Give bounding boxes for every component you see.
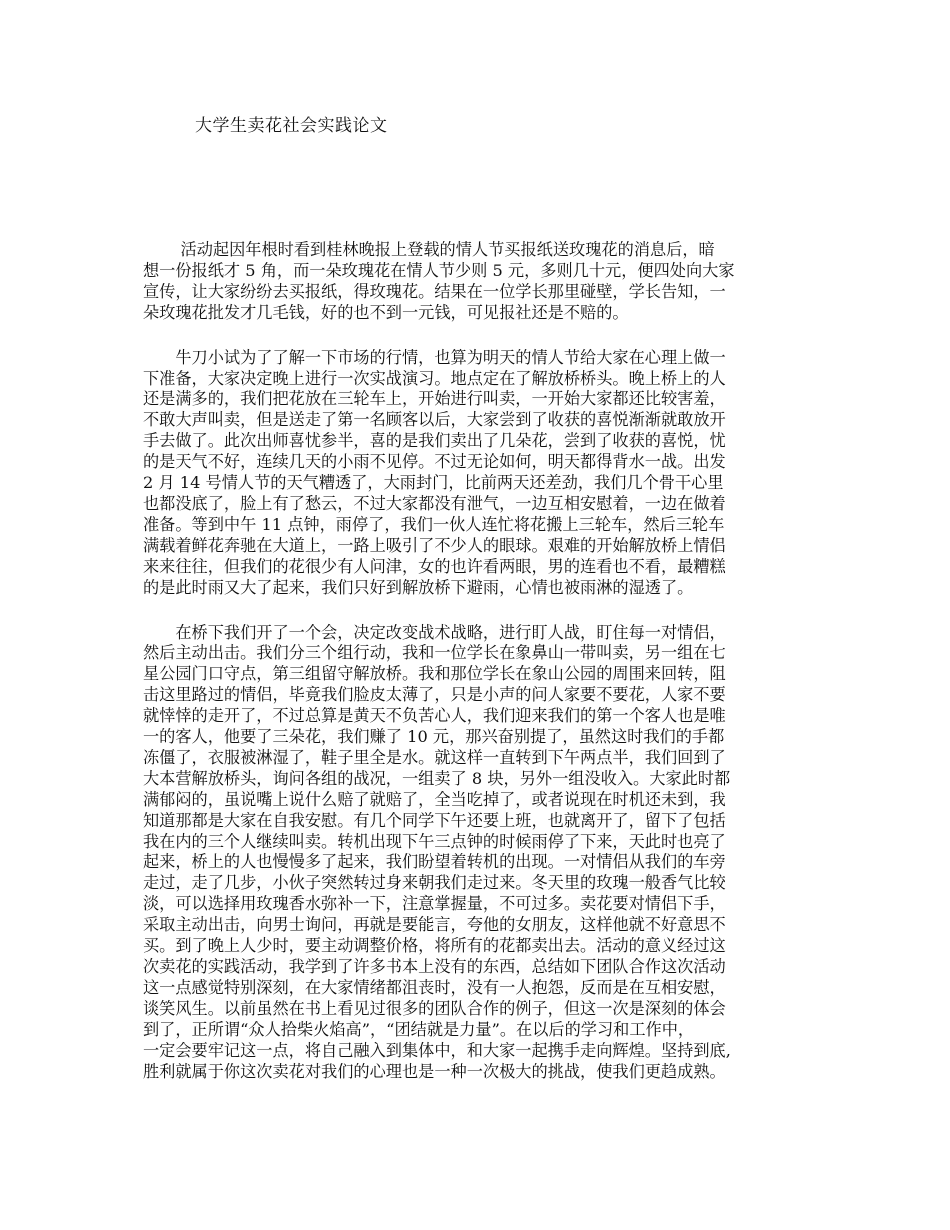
text-line: 采取主动出击，向男士询问，再就是要能言，夸他的女朋友，这样他就不好意思不 bbox=[143, 915, 726, 935]
text-line: 手去做了。此次出师喜忧参半，喜的是我们卖出了几朵花，尝到了收获的喜悦，忧 bbox=[143, 431, 726, 451]
text-line: 来来往往，但我们的花很少有人问津，女的也许看两眼，男的连看也不看，最糟糕 bbox=[143, 556, 726, 576]
text-line: 想一份报纸才 5 角，而一朵玫瑰花在情人节少则 5 元，多则几十元，便四处向大家 bbox=[143, 260, 735, 280]
text-line: 一定会要牢记这一点，将自己融入到集体中，和大家一起携手走向辉煌。坚持到底, bbox=[143, 1040, 731, 1060]
text-line: 满郁闷的，虽说嘴上说什么赔了就赔了，全当吃掉了，或者说现在时机还未到，我 bbox=[143, 789, 726, 809]
document-body bbox=[143, 240, 823, 1106]
text-line: 满载着鲜花奔驰在大道上，一路上吸引了不少人的眼球。艰难的开始解放桥上情侣 bbox=[143, 535, 726, 555]
text-line: 活动起因年根时看到桂林晚报上登载的情人节买报纸送玫瑰花的消息后，暗 bbox=[143, 240, 715, 259]
text-line: 谈笑风生。以前虽然在书上看见过很多的团队合作的例子，但这一次是深刻的体会 bbox=[143, 998, 726, 1018]
text-line: 朵玫瑰花批发才几毛钱，好的也不到一元钱，可见报社还是不赔的。 bbox=[143, 302, 629, 322]
text-line: 然后主动出击。我们分三个组行动，我和一位学长在象鼻山一带叫卖，另一组在七 bbox=[143, 643, 726, 663]
text-line: 买。到了晚上人少时，要主动调整价格，将所有的花都卖出去。活动的意义经过这 bbox=[143, 936, 726, 956]
text-line: 还是满多的，我们把花放在三轮车上，开始进行叫卖，一开始大家都还比较害羞， bbox=[143, 389, 726, 409]
text-line: 冻僵了，衣服被淋湿了，鞋子里全是水。就这样一直转到下午两点半，我们回到了 bbox=[143, 747, 726, 767]
text-line: 胜利就属于你这次卖花对我们的心理也是一种一次极大的挑战，使我们更趋成熟。 bbox=[143, 1061, 726, 1081]
text-line: 击这里路过的情侣，毕竟我们脸皮太薄了，只是小声的问人家要不要花，人家不要 bbox=[143, 685, 726, 705]
text-line: 星公园门口守点，第三组留守解放桥。我和那位学长在象山公园的周围来回转，阻 bbox=[143, 664, 726, 684]
text-line: 的是天气不好，连续几天的小雨不见停。不过无论如何，明天都得背水一战。出发 bbox=[143, 452, 726, 472]
paragraph bbox=[143, 623, 823, 1083]
text-line: 牛刀小试为了了解一下市场的行情，也算为明天的情人节给大家在心理上做一 bbox=[143, 347, 726, 367]
paragraph bbox=[143, 348, 823, 599]
text-line: 次卖花的实践活动，我学到了许多书本上没有的东西，总结如下团队合作这次活动 bbox=[143, 957, 726, 976]
text-line: 我在内的三个人继续叫卖。转机出现下午三点钟的时候雨停了下来，天此时也亮了 bbox=[143, 831, 726, 851]
text-line: 的是此时雨又大了起来，我们只好到解放桥下避雨，心情也被雨淋的湿透了。 bbox=[143, 577, 694, 597]
text-line: 下准备，大家决定晚上进行一次实战演习。地点定在了解放桥桥头。晚上桥上的人 bbox=[143, 368, 726, 388]
text-line: 淡，可以选择用玫瑰香水弥补一下，注意掌握量，不可过多。卖花要对情侣下手， bbox=[143, 894, 726, 914]
text-line: 走过，走了几步，小伙子突然转过身来朝我们走过来。冬天里的玫瑰一般香气比较 bbox=[143, 873, 726, 893]
text-line: 2 月 14 号情人节的天气糟透了，大雨封门，比前两天还差劲，我们几个骨干心里 bbox=[143, 473, 724, 493]
text-line: 知道那都是大家在自我安慰。有几个同学下午还要上班，也就离开了，留下了包括 bbox=[143, 810, 726, 830]
paragraph bbox=[143, 240, 823, 324]
text-line: 起来，桥上的人也慢慢多了起来，我们盼望着转机的出现。一对情侣从我们的车旁 bbox=[143, 852, 726, 872]
text-line: 一的客人，他要了三朵花，我们赚了 10 元，那兴奋别提了，虽然这时我们的手都 bbox=[143, 727, 725, 747]
text-line: 到了，正所谓“众人拾柴火焰高”，“团结就是力量”。在以后的学习和工作中， bbox=[143, 1019, 695, 1039]
text-line: 不敢大声叫卖，但是送走了第一名顾客以后，大家尝到了收获的喜悦渐渐就敢放开 bbox=[143, 410, 726, 430]
text-line: 这一点感觉特别深刻，在大家情绪都沮丧时，没有一人抱怨，反而是在互相安慰， bbox=[143, 977, 726, 997]
text-line: 也都没底了，脸上有了愁云，不过大家都没有泄气，一边互相安慰着，一边在做着 bbox=[143, 493, 726, 513]
text-line: 就悻悻的走开了，不过总算是黄天不负苦心人，我们迎来我们的第一个客人也是唯 bbox=[143, 706, 726, 726]
document-title: 大学生卖花社会实践论文 bbox=[195, 116, 388, 136]
text-line: 大本营解放桥头，询问各组的战况，一组卖了 8 块，另外一组没收入。大家此时都 bbox=[143, 768, 731, 788]
text-line: 准备。等到中午 11 点钟，雨停了，我们一伙人连忙将花搬上三轮车，然后三轮车 bbox=[143, 514, 725, 534]
text-line: 宣传，让大家纷纷去买报纸，得玫瑰花。结果在一位学长那里碰壁，学长告知，一 bbox=[143, 281, 726, 301]
text-line: 在桥下我们开了一个会，决定改变战术战略，进行盯人战，盯住每一对情侣， bbox=[143, 622, 726, 642]
